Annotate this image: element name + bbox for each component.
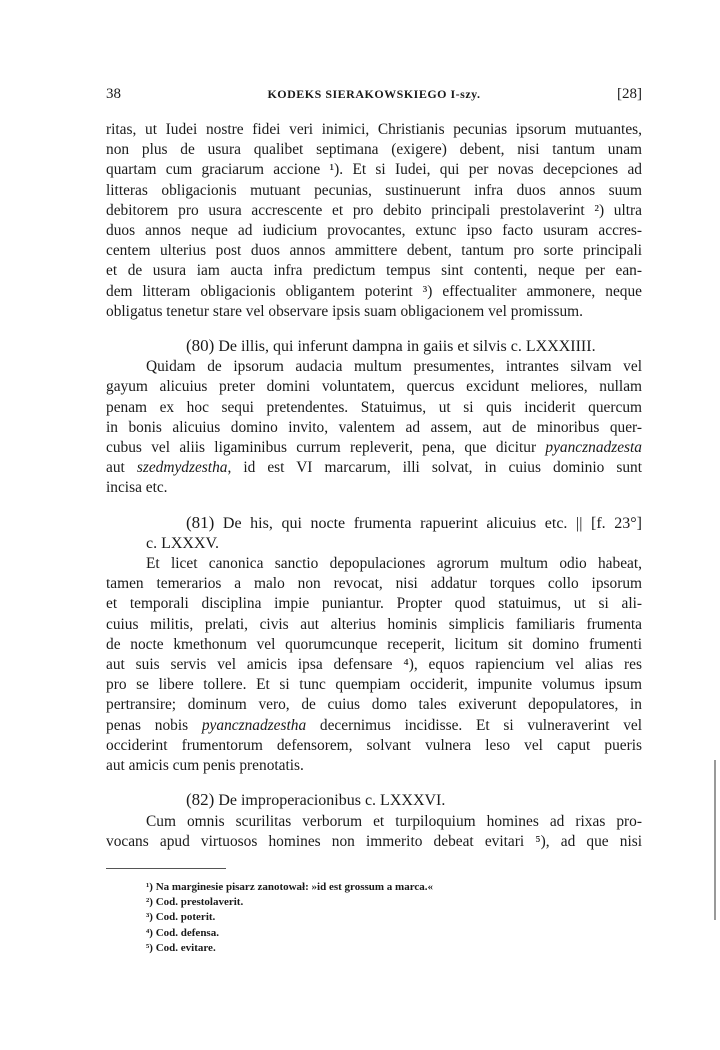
folio-reference: [f. 23°]: [591, 514, 642, 532]
text-line: et de usura iam aucta infra predictum tempus sint contenti, neque per ean-: [106, 262, 642, 280]
main-text: [106, 120, 642, 852]
footnote: ²) Cod. prestolaverit.: [146, 896, 244, 909]
text-line: quartam cum graciarum accione ¹). Et si Iudei, qui per novas decepciones ad: [106, 161, 642, 179]
text-line: de nocte kmethonum vel quorumcunque receperit, licitum sit domino frumenti: [106, 635, 642, 653]
text-line: et temporali disciplina impie puniantur. Propter quod statuimus, ut si ali-: [106, 595, 642, 613]
scan-edge-mark: [714, 760, 716, 920]
text-line: ritas, ut Iudei nostre fidei veri inimici, Christianis pecunias ipsorum mutuantes,: [106, 121, 642, 138]
text-line: cubus vel aliis ligaminibus currum repleverit, pena, que dicitur pyancznadzesta: [106, 439, 642, 457]
text-line: aut amicis cum penis prenotatis.: [106, 757, 304, 775]
text-line: aut suis servis vel amicis ipsa defensare ⁴), equos rapiencium vel alias res: [106, 656, 642, 674]
section-title: De improperacionibus c. LXXXVI.: [218, 792, 446, 810]
text-line: incisa etc.: [106, 479, 168, 497]
text-line: centem ulterius post duos annos ammittere debent, tantum pro sorte principali: [106, 242, 642, 260]
footnotes: [146, 880, 626, 956]
text-line: debitorem pro usura accrescente et pro debito principali prestolaverint ²) ultra: [106, 201, 642, 219]
section-heading-80: [106, 336, 642, 357]
text-line: litteras obligacionis mutuant pecunias, sustinuerunt infra duos annos suum: [106, 181, 642, 199]
italic-term: pyancznadzesta: [545, 439, 642, 457]
section-title-continuation: c. LXXXV.: [146, 534, 220, 552]
text-line: Cum omnis scurilitas verborum et turpiloquium homines ad rixas pro-: [146, 812, 642, 830]
text-line: Et licet canonica sanctio depopulaciones agrorum multum odio habeat,: [146, 555, 642, 573]
text-line: in bonis alicuius domino invito, valentem ad assem, aut de minoribus quer-: [106, 418, 642, 436]
section-title: De his, qui nocte frumenta rapuerint alicuius etc. ||: [222, 514, 583, 532]
text-line: pertransire; dominum vero, de cuius domo tales exiverunt depopulatores, in: [106, 696, 642, 714]
text-line: gayum alicuius preter domini voluntatem, quercus excidunt meliores, nullam: [106, 378, 642, 396]
footnote: ⁴) Cod. defensa.: [146, 926, 219, 939]
text-line: penam ex hoc sequi pretendentes. Statuimus, ut si quis inciderit quercum: [106, 398, 642, 416]
running-title: KODEKS SIERAKOWSKIEGO I-szy.: [267, 87, 481, 101]
text-line: obligatus tenetur stare vel observare ipsis suam obligacionem vel promissum.: [106, 302, 584, 320]
text-line: vocans apud virtuosos homines non immerito debeat evitari ⁵), ad que nisi: [106, 832, 642, 850]
text-line: non plus de usura qualibet septimana (exigere) debent, nisi tantum unam: [106, 141, 642, 159]
footnote: ¹) Na marginesie pisarz zanotował: »id est grossum a marca.«: [146, 881, 434, 893]
text-line: duos annos neque ad iudicium provocantes, extunc ipso facto usuram accres-: [106, 222, 642, 240]
text-line: tamen temerarios a malo non revocat, nisi addatur torques collo ipsorum: [106, 575, 642, 593]
running-header: [106, 84, 642, 106]
footnote-divider: [106, 868, 226, 869]
section-heading-81: [106, 513, 642, 534]
footnote: ³) Cod. poterit.: [146, 911, 216, 924]
footnote: ⁵) Cod. evitare.: [146, 941, 216, 954]
page-number: 38: [106, 86, 121, 102]
text-line: dem litteram obligacionis obligantem poterint ³) effectualiter ammonere, neque: [106, 282, 642, 300]
text-line: Quidam de ipsorum audacia multum presumentes, intrantes silvam vel: [146, 358, 642, 376]
text-line: occiderint frumentorum defensorem, solvant vulnera leso vel caput pueris: [106, 736, 642, 754]
section-heading-82: [106, 790, 642, 811]
section-number: (80): [186, 336, 215, 356]
text-line: cuius militis, prelati, civis aut alterius hominis simplicis familiaris frumenta: [106, 615, 642, 633]
italic-term: szedmydzestha: [136, 459, 228, 477]
text-line: pro se libere tollere. Et si tunc quempiam occiderit, impunite volumus ipsum: [106, 676, 642, 694]
section-number: (82): [186, 790, 215, 810]
italic-term: pyancznadzestha: [201, 716, 307, 734]
text-line: penas nobis pyancznadzestha decernimus incidisse. Et si vulneraverint vel: [106, 716, 642, 734]
text-line: aut szedmydzestha, id est VI marcarum, illi solvat, in cuius dominio sunt: [106, 459, 642, 477]
page-reference: [28]: [617, 86, 642, 102]
section-number: (81): [186, 512, 215, 532]
section-title: De illis, qui inferunt dampna in gaiis et silvis c. LXXXIIII.: [218, 338, 596, 356]
